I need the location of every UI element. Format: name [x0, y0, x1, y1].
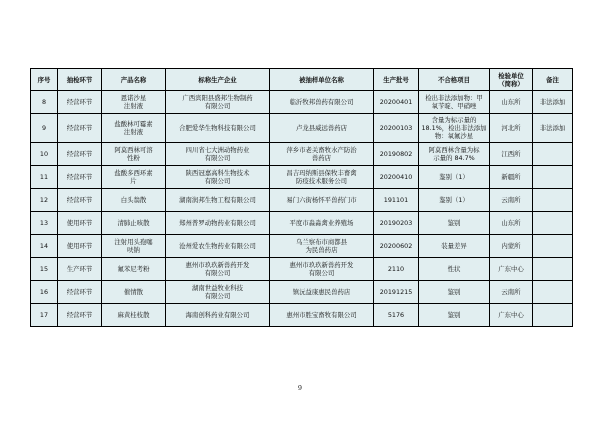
row-product: 清肺止咳散	[102, 212, 166, 235]
row-stage: 经营环节	[58, 189, 102, 212]
row-product: 恩诺沙星 注射液	[102, 91, 166, 114]
row-manufacturer: 四川省七大洲动物药业 有限公司	[166, 143, 270, 166]
row-sampled-unit: 平度市淼淼禽业养殖场	[270, 212, 374, 235]
row-lab: 云南所	[490, 189, 533, 212]
row-stage: 经营环节	[58, 114, 102, 143]
row-failed-item: 阿莫西林含量为标 示量的 84.7%	[419, 143, 490, 166]
row-batch: 20200410	[374, 166, 419, 189]
row-index: 8	[31, 91, 58, 114]
row-manufacturer: 惠州市玖玖新兽药开发 有限公司	[166, 258, 270, 281]
row-batch: 20200602	[374, 235, 419, 258]
row-lab: 山东所	[490, 91, 533, 114]
row-remark	[533, 281, 573, 304]
row-stage: 经营环节	[58, 304, 102, 327]
row-manufacturer: 郑州普罗动物药业有限公司	[166, 212, 270, 235]
table-row	[31, 91, 573, 114]
row-sampled-unit: 乌兰察布市商都县 为民兽药店	[270, 235, 374, 258]
row-remark	[533, 189, 573, 212]
row-stage: 使用环节	[58, 212, 102, 235]
row-product: 氟苯尼考粉	[102, 258, 166, 281]
table-row	[31, 281, 573, 304]
row-batch: 20200401	[374, 91, 419, 114]
row-index: 11	[31, 166, 58, 189]
header-product: 产品名称	[102, 69, 166, 91]
row-batch: 5176	[374, 304, 419, 327]
row-index: 16	[31, 281, 58, 304]
row-sampled-unit: 惠州市胜宝畜牧有限公司	[270, 304, 374, 327]
row-remark	[533, 258, 573, 281]
row-manufacturer: 湖南世益牧业科技 有限公司	[166, 281, 270, 304]
row-index: 9	[31, 114, 58, 143]
row-manufacturer: 湖南润邦生物工程有限公司	[166, 189, 270, 212]
row-index: 15	[31, 258, 58, 281]
row-product: 盐酸林可霉素 注射液	[102, 114, 166, 143]
row-lab: 云南所	[490, 281, 533, 304]
row-failed-item: 鉴别（1）	[419, 166, 490, 189]
row-sampled-unit: 临沂牧邦兽药有限公司	[270, 91, 374, 114]
row-product: 催情散	[102, 281, 166, 304]
row-manufacturer: 广西宾阳县盛邦生物制药 有限公司	[166, 91, 270, 114]
row-failed-item: 鉴别	[419, 281, 490, 304]
row-index: 14	[31, 235, 58, 258]
table-row	[31, 212, 573, 235]
table-row	[31, 258, 573, 281]
table-row	[31, 114, 573, 143]
row-sampled-unit: 镇沅益康惠民兽药店	[270, 281, 374, 304]
row-lab: 河北所	[490, 114, 533, 143]
row-sampled-unit: 惠州市玖玖新兽药开发 有限公司	[270, 258, 374, 281]
sampling-results-table	[30, 68, 573, 327]
row-product: 阿莫西林可溶 性粉	[102, 143, 166, 166]
row-product: 麻黄桂枝散	[102, 304, 166, 327]
header-remark: 备注	[533, 69, 573, 91]
row-lab: 江西所	[490, 143, 533, 166]
row-manufacturer: 陕西冠嘉高科生物技术 有限公司	[166, 166, 270, 189]
row-failed-item: 检出非法添加物：甲 氧苄啶、甲硝唑	[419, 91, 490, 114]
row-index: 12	[31, 189, 58, 212]
row-batch: 20190802	[374, 143, 419, 166]
row-batch: 20190203	[374, 212, 419, 235]
table-row	[31, 235, 573, 258]
row-sampled-unit: 卢龙县威远兽药店	[270, 114, 374, 143]
row-batch: 191101	[374, 189, 419, 212]
row-lab: 新疆所	[490, 166, 533, 189]
header-lab: 检验单位 （简称）	[490, 69, 533, 91]
row-product: 白头翁散	[102, 189, 166, 212]
header-batch: 生产批号	[374, 69, 419, 91]
table-row	[31, 304, 573, 327]
header-stage: 抽检环节	[58, 69, 102, 91]
table-row	[31, 189, 573, 212]
row-failed-item: 性状	[419, 258, 490, 281]
row-failed-item: 鉴别（1）	[419, 189, 490, 212]
row-stage: 经营环节	[58, 143, 102, 166]
row-product: 盐酸多西环素 片	[102, 166, 166, 189]
row-batch: 20191215	[374, 281, 419, 304]
row-remark: 非法添加	[533, 114, 573, 143]
header-sampled-unit: 被抽样单位名称	[270, 69, 374, 91]
row-index: 10	[31, 143, 58, 166]
row-remark	[533, 212, 573, 235]
table-header-row	[31, 69, 573, 91]
row-failed-item: 装量差异	[419, 235, 490, 258]
row-stage: 经营环节	[58, 166, 102, 189]
row-lab: 广东中心	[490, 258, 533, 281]
row-index: 17	[31, 304, 58, 327]
table-row	[31, 143, 573, 166]
row-batch: 20200103	[374, 114, 419, 143]
row-sampled-unit: 昌吉玛纳斯县保牧丰畜禽 防疫技术服务公司	[270, 166, 374, 189]
row-sampled-unit: 易门六街杨怀平兽药门市	[270, 189, 374, 212]
row-stage: 使用环节	[58, 235, 102, 258]
row-sampled-unit: 萍乡市老关畜牧水产防治 兽药店	[270, 143, 374, 166]
table-row	[31, 166, 573, 189]
row-remark	[533, 304, 573, 327]
row-batch: 2110	[374, 258, 419, 281]
row-failed-item: 含量为标示量的 18.1%，检出非法添加 物：氧氟沙星	[419, 114, 490, 143]
row-lab: 山东所	[490, 212, 533, 235]
row-stage: 经营环节	[58, 91, 102, 114]
row-stage: 经营环节	[58, 281, 102, 304]
row-remark	[533, 235, 573, 258]
row-remark	[533, 143, 573, 166]
row-lab: 广东中心	[490, 304, 533, 327]
row-failed-item: 鉴别	[419, 304, 490, 327]
row-manufacturer: 海南创科药业有限公司	[166, 304, 270, 327]
row-manufacturer: 合肥爱华生物科技有限公司	[166, 114, 270, 143]
row-stage: 生产环节	[58, 258, 102, 281]
row-product: 注射用头孢噻 呋钠	[102, 235, 166, 258]
header-manufacturer: 标称生产企业	[166, 69, 270, 91]
row-index: 13	[31, 212, 58, 235]
row-lab: 内蒙所	[490, 235, 533, 258]
header-index: 序号	[31, 69, 58, 91]
row-remark: 非法添加	[533, 91, 573, 114]
row-manufacturer: 沧州爱农生物药业有限公司	[166, 235, 270, 258]
row-failed-item: 鉴别	[419, 212, 490, 235]
page-number: 9	[297, 384, 303, 392]
row-remark	[533, 166, 573, 189]
header-failed-item: 不合格项目	[419, 69, 490, 91]
